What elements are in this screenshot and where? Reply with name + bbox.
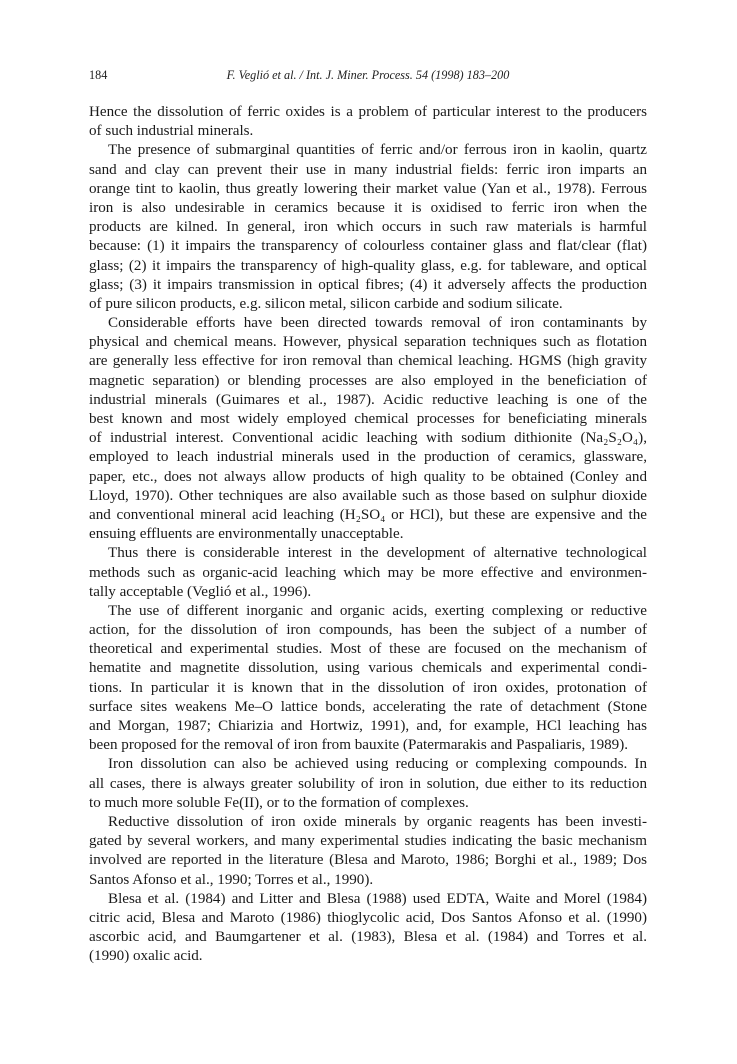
text-line: magnetic separation) or blending processes are also employed in the beneficiation of [89, 372, 647, 389]
text-line: industrial minerals (Guimares et al., 1987). Acidic reductive leaching is one of the [89, 391, 647, 408]
text-line: iron is also undesirable in ceramics because it is oxidised to ferric iron when the [89, 199, 647, 216]
paragraph [89, 544, 647, 602]
text-line: action, for the dissolution of iron compounds, has been the subject of a number of [89, 622, 647, 639]
text-line: are generally less effective for iron removal than chemical leaching. HGMS (high gravity [89, 353, 647, 370]
text-line: gated by several workers, and many experimental studies indicating the basic mechanism [89, 833, 647, 850]
text-line: been proposed for the removal of iron from bauxite (Patermarakis and Paspaliaris, 1989). [89, 737, 629, 754]
text-line: Thus there is considerable interest in the development of alternative technological [108, 545, 647, 562]
text-line: best known and most widely employed chemical processes for beneficiating minerals [89, 411, 647, 427]
text-line: of such industrial minerals. [89, 123, 254, 140]
text-line: glass; (3) it impairs transmission in optical fibres; (4) it adversely affects the production [89, 276, 647, 293]
text-line: of pure silicon products, e.g. silicon metal, silicon carbide and sodium silicate. [89, 295, 563, 312]
text-line: theoretical and experimental studies. Most of these are focused on the mechanism of [89, 641, 647, 658]
paragraph [89, 813, 647, 890]
paragraph [89, 141, 647, 314]
paragraph [89, 314, 647, 544]
paragraph [89, 103, 647, 141]
paragraph [89, 602, 647, 756]
text-line: all cases, there is always greater solubility of iron in solution, due either to its reduction [89, 775, 647, 792]
text-line: Considerable efforts have been directed towards removal of iron contaminants by [108, 315, 647, 332]
text-line: and conventional mineral acid leaching (H₂SO₄ or HCl), but these are expensive and the [89, 506, 647, 523]
text-line: The presence of submarginal quantities of ferric and/or ferrous iron in kaolin, quartz [108, 142, 647, 159]
text-line: surface sites weakens Me–O lattice bonds, accelerating the rate of detachment (Stone [89, 698, 647, 715]
text-line: orange tint to kaolin, thus greatly lowering their market value (Yan et al., 1978). Ferrous [89, 180, 647, 197]
text-line: products are kilned. In general, iron which occurs in such raw materials is harmful [89, 219, 647, 236]
text-line: tions. In particular it is known that in the dissolution of iron oxides, protonation of [89, 679, 647, 696]
text-line: citric acid, Blesa and Maroto (1986) thioglycolic acid, Dos Santos Afonso et al. (1990) [89, 909, 647, 926]
body-text [89, 103, 647, 966]
running-header [89, 68, 647, 86]
text-line: employed to leach industrial minerals used in the production of ceramics, glassware, [89, 449, 647, 466]
page-number: 184 [89, 68, 108, 82]
text-line: The use of different inorganic and organic acids, exerting complexing or reductive [108, 602, 647, 619]
text-line: involved are reported in the literature (Blesa and Maroto, 1986; Borghi et al., 1989; Dos [89, 852, 647, 869]
text-line: Iron dissolution can also be achieved using reducing or complexing compounds. In [108, 756, 647, 773]
running-title: F. Veglió et al. / Int. J. Miner. Process. 54 (1998) 183–200 [226, 68, 510, 82]
text-line: (1990) oxalic acid. [89, 948, 203, 965]
text-line: because: (1) it impairs the transparency of colourless container glass and flat/clear (flat) [89, 238, 647, 255]
text-line: hematite and magnetite dissolution, using various chemicals and experimental condi- [89, 660, 647, 677]
text-line: of industrial interest. Conventional acidic leaching with sodium dithionite (Na₂S₂O₄), [89, 430, 647, 447]
text-line: ensuing effluents are environmentally unacceptable. [89, 526, 404, 543]
text-line: and Morgan, 1987; Chiarizia and Hortwiz, 1991), and, for example, HCl leaching has [89, 718, 647, 734]
text-line: Blesa et al. (1984) and Litter and Blesa (1988) used EDTA, Waite and Morel (1984) [108, 890, 647, 907]
text-line: physical and chemical means. However, physical separation techniques such as flotation [89, 334, 647, 351]
text-line: Lloyd, 1970). Other techniques are also available such as those based on sulphur dioxide [89, 487, 647, 504]
text-line: paper, etc., does not always allow products of high quality to be obtained (Conley and [89, 468, 647, 485]
text-line: sand and clay can prevent their use in many industrial fields: ferric iron imparts an [89, 161, 647, 178]
text-line: Santos Afonso et al., 1990; Torres et al., 1990). [89, 871, 374, 888]
text-line: tally acceptable (Veglió et al., 1996). [89, 583, 312, 600]
paragraph [89, 755, 647, 813]
text-line: ascorbic acid, and Baumgartener et al. (1983), Blesa et al. (1984) and Torres et al. [89, 929, 647, 946]
paragraph [89, 890, 647, 967]
text-line: glass; (2) it impairs the transparency of high-quality glass, e.g. for tableware, and optical [89, 257, 647, 274]
text-line: to much more soluble Fe(II), or to the formation of complexes. [89, 794, 469, 811]
text-line: Hence the dissolution of ferric oxides is a problem of particular interest to the producers [89, 104, 647, 120]
text-line: methods such as organic-acid leaching which may be more effective and environmen- [89, 564, 647, 581]
text-line: Reductive dissolution of iron oxide minerals by organic reagents has been investi- [108, 813, 647, 830]
